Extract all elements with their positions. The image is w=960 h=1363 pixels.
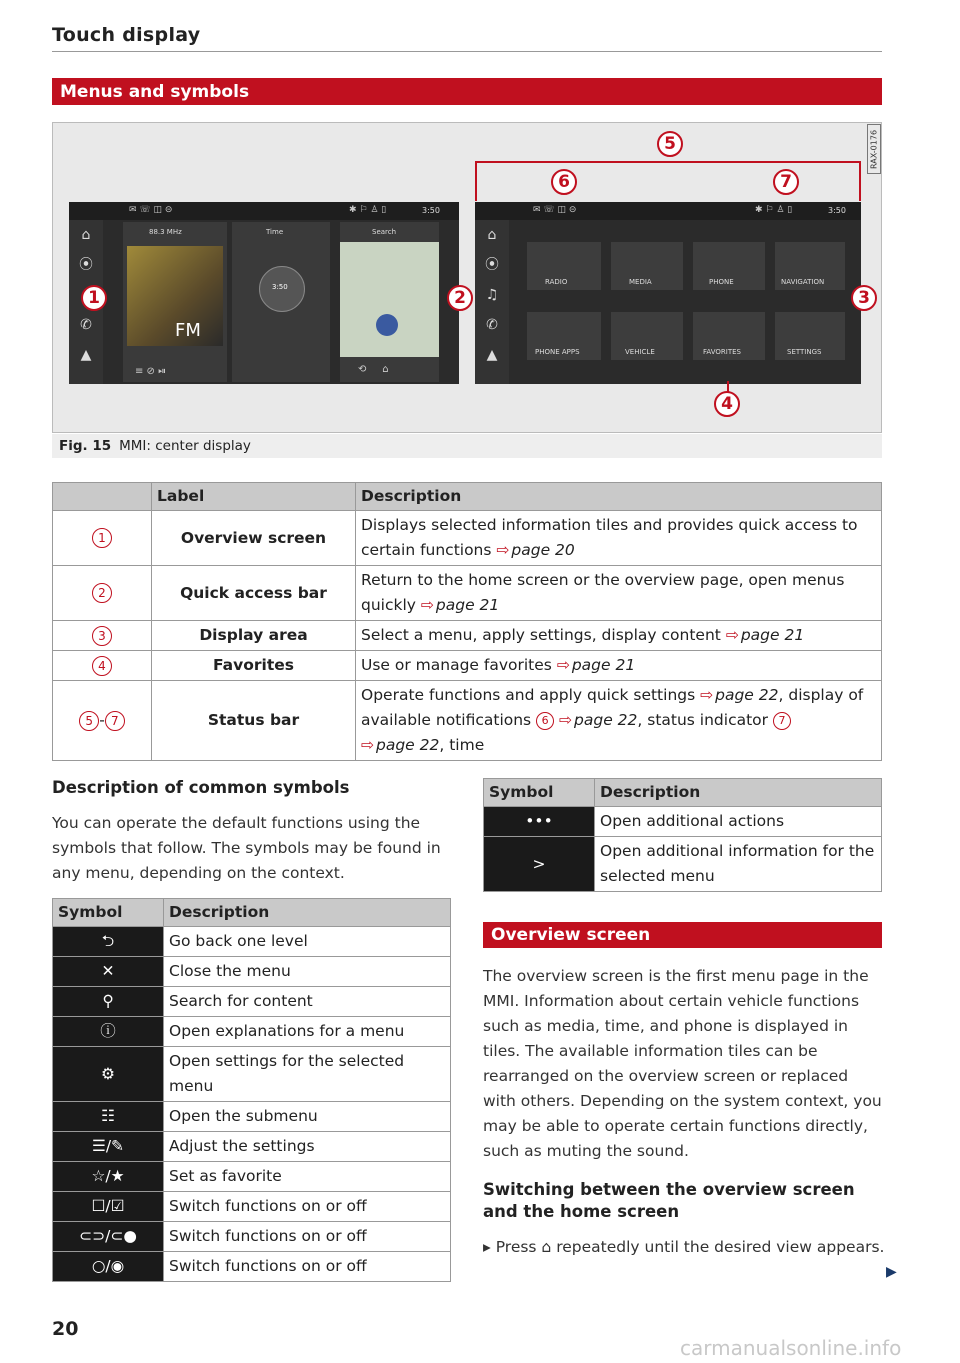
callout-2: 2: [447, 285, 473, 311]
tile-vehicle-menu: [611, 312, 683, 360]
callout-ref: 2: [92, 583, 112, 603]
star-icon: ☆/★: [53, 1162, 164, 1192]
page-ref-arrow-icon: ⇨: [361, 736, 374, 754]
row-description: [356, 566, 882, 621]
clock-time: 3:50: [272, 283, 288, 291]
page-ref-arrow-icon: ⇨: [556, 656, 570, 674]
phone-icon: ✆: [486, 317, 498, 333]
common-symbols-heading: Description of common symbols: [52, 778, 350, 797]
overview-paragraph: The overview screen is the first menu page in the MMI. Information about certain vehicle functions such as media, time, and phone is displayed in tiles. The available information tiles can be rearranged on the overview screen or replaced with others. Depending on the system context, you may be able to operate certain functions directly, such as muting the sound.: [483, 967, 882, 1160]
page-ref[interactable]: page 20: [511, 541, 575, 559]
figure-caption-text: MMI: center display: [119, 438, 251, 454]
symbol-description: Switch functions on or off: [164, 1252, 451, 1282]
figure-caption: [52, 434, 882, 458]
common-symbols-intro: You can operate the default functions using the symbols that follow. The symbols may be found in any menu, depending on the context.: [52, 814, 441, 882]
label-description-table: [52, 482, 882, 761]
desc-text: Operate functions and apply quick settings: [361, 686, 696, 704]
tile-search-label: Search: [372, 228, 397, 236]
table-row: [53, 681, 882, 761]
common-symbols-table: [52, 898, 451, 1282]
submenu-icon: ☷: [53, 1102, 164, 1132]
chevron-right-icon: >: [484, 837, 595, 892]
table-row: [53, 1132, 451, 1162]
header-label: Label: [152, 483, 356, 511]
tile-label: PHONE: [709, 278, 734, 286]
tile-media-menu: [611, 242, 683, 290]
callout-ref: 5: [79, 711, 99, 731]
page-ref[interactable]: page 21: [571, 656, 636, 674]
home-icon: ⌂: [541, 1238, 552, 1256]
right-status-bar: [475, 202, 861, 220]
callout-ref: 6: [536, 712, 554, 730]
symbol-description: Switch functions on or off: [164, 1192, 451, 1222]
table-row: [53, 566, 882, 621]
table-row: [484, 807, 882, 837]
page-header-title: Touch display: [52, 24, 201, 46]
quick-access-bar-right: [475, 220, 509, 384]
table-header-row: [53, 899, 451, 927]
table-row: [53, 1047, 451, 1102]
callout-ref: 3: [92, 626, 112, 646]
desc-text: , time: [439, 736, 485, 754]
status-time-2: 3:50: [828, 206, 846, 215]
tile-radio: [123, 222, 227, 382]
callout-ref: 1: [92, 528, 112, 548]
symbol-description: Go back one level: [164, 927, 451, 957]
header-num: [53, 483, 152, 511]
section-title-overview-screen: Overview screen: [483, 922, 882, 948]
symbol-description: Set as favorite: [164, 1162, 451, 1192]
fm-label: FM: [175, 320, 201, 341]
status-icons-right: ✱ ⚐ ♙ ▯: [349, 205, 387, 215]
table-row: [53, 957, 451, 987]
clock-icon: [259, 266, 305, 312]
table-row: [484, 837, 882, 892]
desc-text: Return to the home screen or the overview page, open menus quickly: [361, 571, 845, 614]
instruction-bullet: [483, 1235, 889, 1260]
bracket-status: [475, 161, 861, 163]
map-thumbnail: [340, 242, 439, 357]
tile-label: SETTINGS: [787, 348, 822, 356]
tile-phone-apps-menu: [527, 312, 601, 360]
callout-ref: 7: [105, 711, 125, 731]
figure-id: RAX-0176: [867, 124, 881, 174]
bracket-status-left: [475, 161, 477, 201]
header-divider: [52, 51, 882, 52]
table-header-row: [484, 779, 882, 807]
symbol-description: Adjust the settings: [164, 1132, 451, 1162]
desc-text: , status indicator: [637, 711, 769, 729]
tile-time-label: Time: [266, 228, 284, 236]
close-icon: ✕: [53, 957, 164, 987]
navigation-icon: ▲: [80, 347, 92, 363]
symbol-description: Open the submenu: [164, 1102, 451, 1132]
right-screen: [475, 202, 861, 384]
search-icon: ⚲: [53, 987, 164, 1017]
page-ref-arrow-icon: ⇨: [420, 596, 434, 614]
nav-controls: ⟲ ⌂: [358, 364, 389, 375]
symbol-description: Search for content: [164, 987, 451, 1017]
row-description: [356, 651, 882, 681]
continue-arrow-icon: ▶: [886, 1264, 897, 1280]
page-ref[interactable]: page 21: [435, 596, 500, 614]
table-row: [53, 927, 451, 957]
checkbox-icon: ☐/☑: [53, 1192, 164, 1222]
additional-symbols-table: [483, 778, 882, 892]
page-ref[interactable]: page 21: [740, 626, 805, 644]
table-row: [53, 987, 451, 1017]
page-ref-arrow-icon: ⇨: [700, 686, 714, 704]
row-label: Display area: [152, 621, 356, 651]
callout-ref: 7: [773, 712, 791, 730]
table-row: [53, 651, 882, 681]
symbol-description: Open additional actions: [595, 807, 882, 837]
callout-3: 3: [851, 285, 877, 311]
tile-navigation-menu: [775, 242, 845, 290]
status-icons-right-2: ✱ ⚐ ♙ ▯: [755, 205, 793, 215]
tile-favorites-menu: [693, 312, 765, 360]
back-icon: ⮌: [53, 927, 164, 957]
callout-1: 1: [81, 285, 107, 311]
tile-label: PHONE APPS: [535, 348, 580, 356]
symbol-description: Open settings for the selected menu: [164, 1047, 451, 1102]
radio-icon: ⦿: [485, 257, 499, 273]
tile-radio-freq: 88.3 MHz: [149, 228, 182, 236]
left-status-bar: [69, 202, 459, 220]
tile-radio-menu: [527, 242, 601, 290]
table-row: [53, 511, 882, 566]
table-row: [53, 1017, 451, 1047]
table-header-row: [53, 483, 882, 511]
header-description: Description: [164, 899, 451, 927]
page-ref[interactable]: page 22: [574, 711, 638, 729]
bullet-text-pre: Press: [495, 1238, 537, 1256]
info-icon: ⓘ: [53, 1017, 164, 1047]
callout-ref: 4: [92, 656, 112, 676]
row-num: [53, 651, 152, 681]
figure-mmi-display: [52, 122, 882, 433]
symbol-description: Open explanations for a menu: [164, 1017, 451, 1047]
header-description: Description: [595, 779, 882, 807]
tile-label: FAVORITES: [703, 348, 741, 356]
desc-text: Select a menu, apply settings, display content: [361, 626, 721, 644]
more-actions-icon: •••: [484, 807, 595, 837]
tile-settings-menu: [775, 312, 845, 360]
status-icons-left: ✉ ☏ ◫ ⊝: [129, 205, 173, 215]
page-ref-arrow-icon: ⇨: [725, 626, 739, 644]
table-row: [53, 1222, 451, 1252]
row-num: [53, 566, 152, 621]
page-ref[interactable]: page 22: [376, 736, 440, 754]
row-description: [356, 681, 882, 761]
radio-controls: ≡ ⊘ ⏯: [135, 366, 167, 377]
tile-label: MEDIA: [629, 278, 652, 286]
status-time: 3:50: [422, 206, 440, 215]
navigation-icon: ▲: [486, 347, 498, 363]
figure-caption-label: Fig. 15: [59, 438, 112, 454]
symbol-description: Open additional information for the selected menu: [595, 837, 882, 892]
range-separator: -: [99, 711, 105, 729]
table-row: [53, 1102, 451, 1132]
header-symbol: Symbol: [53, 899, 164, 927]
status-icons-left-2: ✉ ☏ ◫ ⊝: [533, 205, 577, 215]
row-description: [356, 621, 882, 651]
row-label: Overview screen: [152, 511, 356, 566]
row-label: Quick access bar: [152, 566, 356, 621]
header-description: Description: [356, 483, 882, 511]
tile-label: VEHICLE: [625, 348, 655, 356]
adjust-settings-icon: ☰/✎: [53, 1132, 164, 1162]
table-row: [53, 1192, 451, 1222]
bullet-marker-icon: ▸: [483, 1238, 491, 1256]
left-screen: [69, 202, 459, 384]
switching-subheading: Switching between the overview screen and the home screen: [483, 1180, 855, 1221]
position-marker: [376, 314, 398, 336]
tile-navigation: [340, 222, 439, 382]
desc-text: Use or manage favorites: [361, 656, 552, 674]
page-ref-arrow-icon: ⇨: [559, 711, 573, 729]
page-ref-arrow-icon: ⇨: [496, 541, 510, 559]
row-description: [356, 511, 882, 566]
desc-text: Displays selected information tiles and provides quick access to certain functions: [361, 516, 858, 559]
row-label: Favorites: [152, 651, 356, 681]
tile-time: [232, 222, 330, 382]
tile-phone-menu: [693, 242, 765, 290]
toggle-icon: ⊂⊃/⊂●: [53, 1222, 164, 1252]
callout-7: 7: [773, 169, 799, 195]
table-row: [53, 1252, 451, 1282]
radio-button-icon: ○/◉: [53, 1252, 164, 1282]
symbol-description: Switch functions on or off: [164, 1222, 451, 1252]
radio-icon: ⦿: [79, 257, 93, 273]
tile-label: RADIO: [545, 278, 568, 286]
callout-5: 5: [657, 131, 683, 157]
row-num: [53, 511, 152, 566]
row-num: [53, 621, 152, 651]
row-num: [53, 681, 152, 761]
music-icon: ♫: [485, 287, 499, 303]
table-row: [53, 1162, 451, 1192]
phone-icon: ✆: [80, 317, 92, 333]
row-label: Status bar: [152, 681, 356, 761]
callout-4: 4: [714, 391, 740, 417]
home-icon: ⌂: [81, 227, 91, 243]
header-symbol: Symbol: [484, 779, 595, 807]
section-title-menus-and-symbols: Menus and symbols: [52, 78, 882, 105]
table-row: [53, 621, 882, 651]
callout-6: 6: [551, 169, 577, 195]
desc-text: , display of available notifications: [361, 686, 864, 729]
page-ref[interactable]: page 22: [715, 686, 779, 704]
gear-icon: ⚙: [53, 1047, 164, 1102]
tile-label: NAVIGATION: [781, 278, 825, 286]
symbol-description: Close the menu: [164, 957, 451, 987]
watermark: carmanualsonline.info: [680, 1336, 902, 1360]
bullet-text-post: repeatedly until the desired view appears.: [556, 1238, 885, 1256]
page-number: 20: [52, 1318, 79, 1340]
home-icon: ⌂: [487, 227, 497, 243]
bracket-status-right: [859, 161, 861, 201]
